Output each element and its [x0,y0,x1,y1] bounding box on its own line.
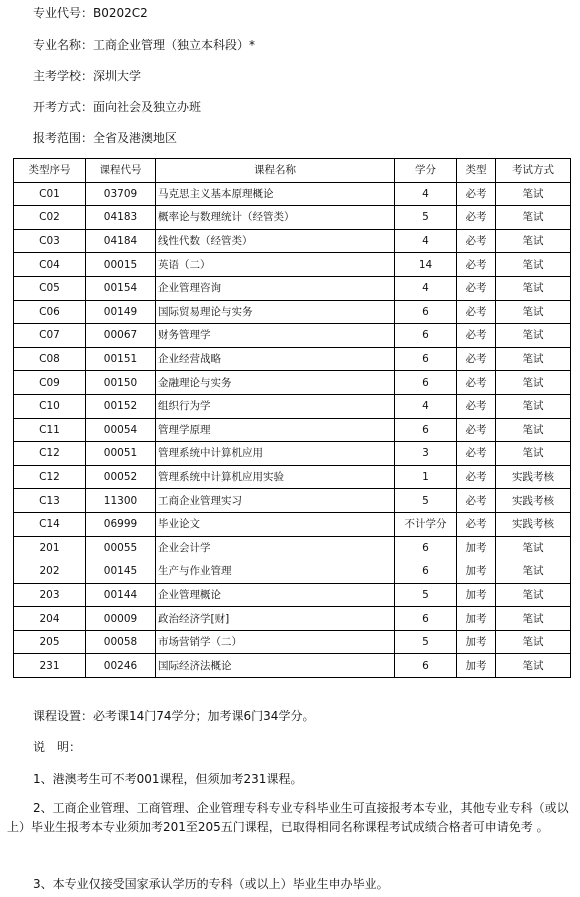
cell-code: 00150 [86,371,156,395]
cell-method: 笔试 [496,371,571,395]
cell-seq: C02 [14,206,86,230]
host-school-value: 深圳大学 [93,69,142,83]
cell-seq: 231 [14,654,86,678]
cell-code: 04183 [86,206,156,230]
cell-name: 工商企业管理实习 [156,489,395,513]
major-name-label: 专业名称： [33,38,94,52]
cell-method: 实践考核 [496,489,571,513]
cell-code: 03709 [86,182,156,206]
cell-type: 必考 [457,371,496,395]
table-row [14,324,571,348]
host-school-label: 主考学校： [33,69,94,83]
table-row [14,630,571,654]
table-row [14,654,571,678]
cell-credits: 4 [395,182,457,206]
table-row [14,371,571,395]
cell-credits: 1 [395,465,457,489]
cell-credits: 6 [395,300,457,324]
cell-type: 必考 [457,442,496,466]
table-row [14,536,571,560]
header-credits: 学分 [395,159,457,183]
cell-seq: 205 [14,630,86,654]
cell-name: 管理系统中计算机应用实验 [156,465,395,489]
cell-seq: C03 [14,229,86,253]
cell-code: 00067 [86,324,156,348]
cell-code: 00145 [86,560,156,584]
cell-type: 必考 [457,324,496,348]
table-row [14,583,571,607]
cell-name: 市场营销学（二） [156,630,395,654]
table-header-row [14,159,571,183]
cell-type: 必考 [457,465,496,489]
cell-code: 00054 [86,418,156,442]
table-row [14,182,571,206]
cell-code: 00151 [86,347,156,371]
course-summary: 课程设置：必考课14门74学分；加考课6门34学分。 [33,709,315,723]
table-row [14,394,571,418]
cell-seq: 202 [14,560,86,584]
exam-mode-label: 开考方式： [33,100,94,114]
cell-code: 11300 [86,489,156,513]
cell-type: 加考 [457,560,496,584]
cell-seq: C04 [14,253,86,277]
cell-code: 00015 [86,253,156,277]
cell-method: 笔试 [496,583,571,607]
cell-seq: C09 [14,371,86,395]
cell-method: 实践考核 [496,465,571,489]
cell-method: 笔试 [496,654,571,678]
cell-code: 00055 [86,536,156,560]
cell-name: 概率论与数理统计（经管类） [156,206,395,230]
host-school-line [33,67,141,84]
cell-type: 必考 [457,300,496,324]
cell-type: 加考 [457,583,496,607]
cell-method: 笔试 [496,324,571,348]
major-code-value: B0202C2 [93,6,148,20]
cell-code: 04184 [86,229,156,253]
cell-name: 管理系统中计算机应用 [156,442,395,466]
header-course-code: 课程代号 [86,159,156,183]
cell-type: 加考 [457,654,496,678]
major-name-line [33,36,255,53]
exam-mode-line [33,98,201,115]
cell-method: 笔试 [496,442,571,466]
cell-seq: C14 [14,512,86,536]
cell-credits: 6 [395,371,457,395]
cell-type: 必考 [457,394,496,418]
cell-type: 加考 [457,607,496,631]
cell-name: 企业管理概论 [156,583,395,607]
cell-name: 国际贸易理论与实务 [156,300,395,324]
cell-credits: 6 [395,654,457,678]
cell-method: 笔试 [496,394,571,418]
cell-type: 必考 [457,489,496,513]
table-row [14,489,571,513]
cell-name: 金融理论与实务 [156,371,395,395]
table-row [14,253,571,277]
table-row [14,442,571,466]
cell-type: 加考 [457,630,496,654]
cell-credits: 5 [395,489,457,513]
course-table [13,158,571,678]
cell-credits: 6 [395,418,457,442]
cell-code: 00152 [86,394,156,418]
cell-credits: 6 [395,560,457,584]
cell-method: 实践考核 [496,512,571,536]
cell-seq: C05 [14,276,86,300]
table-row [14,276,571,300]
cell-credits: 4 [395,276,457,300]
cell-code: 00154 [86,276,156,300]
cell-method: 笔试 [496,253,571,277]
cell-seq: C12 [14,465,86,489]
cell-seq: C06 [14,300,86,324]
major-name-value: 工商企业管理（独立本科段）* [93,38,256,52]
cell-credits: 5 [395,583,457,607]
cell-type: 必考 [457,253,496,277]
table-row [14,418,571,442]
note-3: 3、本专业仅接受国家承认学历的专科（或以上）毕业生申办毕业。 [33,877,389,891]
cell-type: 必考 [457,206,496,230]
cell-credits: 5 [395,206,457,230]
cell-code: 00009 [86,607,156,631]
cell-seq: C08 [14,347,86,371]
header-type: 类型 [457,159,496,183]
table-row [14,300,571,324]
cell-seq: C10 [14,394,86,418]
cell-method: 笔试 [496,536,571,560]
cell-credits: 4 [395,394,457,418]
cell-code: 06999 [86,512,156,536]
cell-name: 企业会计学 [156,536,395,560]
cell-code: 00051 [86,442,156,466]
note-2: 2、工商企业管理、工商管理、企业管理专科专业专科毕业生可直接报考本专业，其他专业专科（或以上）毕业生报考本专业须加考201至205五门课程，已取得相同名称课程考试成绩合格者可申请免考 。 [7,801,569,834]
table-row [14,607,571,631]
cell-code: 00052 [86,465,156,489]
exam-scope-value: 全省及港澳地区 [93,131,178,145]
cell-credits: 6 [395,324,457,348]
cell-name: 企业经营战略 [156,347,395,371]
exam-mode-value: 面向社会及独立办班 [93,100,202,114]
cell-type: 必考 [457,418,496,442]
cell-type: 加考 [457,536,496,560]
cell-credits: 不计学分 [395,512,457,536]
cell-credits: 6 [395,536,457,560]
cell-type: 必考 [457,276,496,300]
cell-name: 财务管理学 [156,324,395,348]
cell-method: 笔试 [496,347,571,371]
header-exam-method: 考试方式 [496,159,571,183]
cell-method: 笔试 [496,206,571,230]
cell-name: 马克思主义基本原理概论 [156,182,395,206]
table-row [14,512,571,536]
cell-name: 管理学原理 [156,418,395,442]
cell-seq: C07 [14,324,86,348]
exam-scope-line [33,129,177,146]
cell-credits: 14 [395,253,457,277]
cell-name: 组织行为学 [156,394,395,418]
cell-type: 必考 [457,182,496,206]
cell-name: 毕业论文 [156,512,395,536]
exam-scope-label: 报考范围： [33,131,94,145]
cell-method: 笔试 [496,229,571,253]
cell-credits: 4 [395,229,457,253]
cell-method: 笔试 [496,300,571,324]
cell-seq: 201 [14,536,86,560]
cell-method: 笔试 [496,607,571,631]
cell-name: 线性代数（经管类） [156,229,395,253]
table-row [14,465,571,489]
header-course-name: 课程名称 [156,159,395,183]
table-row [14,206,571,230]
note-1: 1、港澳考生可不考001课程，但须加考231课程。 [33,772,303,786]
cell-seq: C12 [14,442,86,466]
cell-type: 必考 [457,347,496,371]
cell-credits: 3 [395,442,457,466]
cell-seq: 203 [14,583,86,607]
cell-code: 00058 [86,630,156,654]
table-row [14,347,571,371]
cell-code: 00144 [86,583,156,607]
cell-name: 英语（二） [156,253,395,277]
cell-type: 必考 [457,512,496,536]
cell-name: 企业管理咨询 [156,276,395,300]
table-row [14,560,571,584]
cell-method: 笔试 [496,182,571,206]
cell-type: 必考 [457,229,496,253]
cell-credits: 5 [395,630,457,654]
header-type-seq: 类型序号 [14,159,86,183]
table-row [14,229,571,253]
major-code-label: 专业代号： [33,6,94,20]
cell-method: 笔试 [496,418,571,442]
cell-name: 生产与作业管理 [156,560,395,584]
cell-method: 笔试 [496,276,571,300]
cell-method: 笔试 [496,630,571,654]
cell-seq: C01 [14,182,86,206]
cell-credits: 6 [395,347,457,371]
cell-code: 00246 [86,654,156,678]
cell-method: 笔试 [496,560,571,584]
cell-name: 国际经济法概论 [156,654,395,678]
cell-name: 政治经济学[财] [156,607,395,631]
notes-title: 说 明： [33,740,82,754]
cell-seq: C13 [14,489,86,513]
cell-code: 00149 [86,300,156,324]
major-code-line [33,4,148,21]
cell-seq: 204 [14,607,86,631]
cell-seq: C11 [14,418,86,442]
cell-credits: 6 [395,607,457,631]
